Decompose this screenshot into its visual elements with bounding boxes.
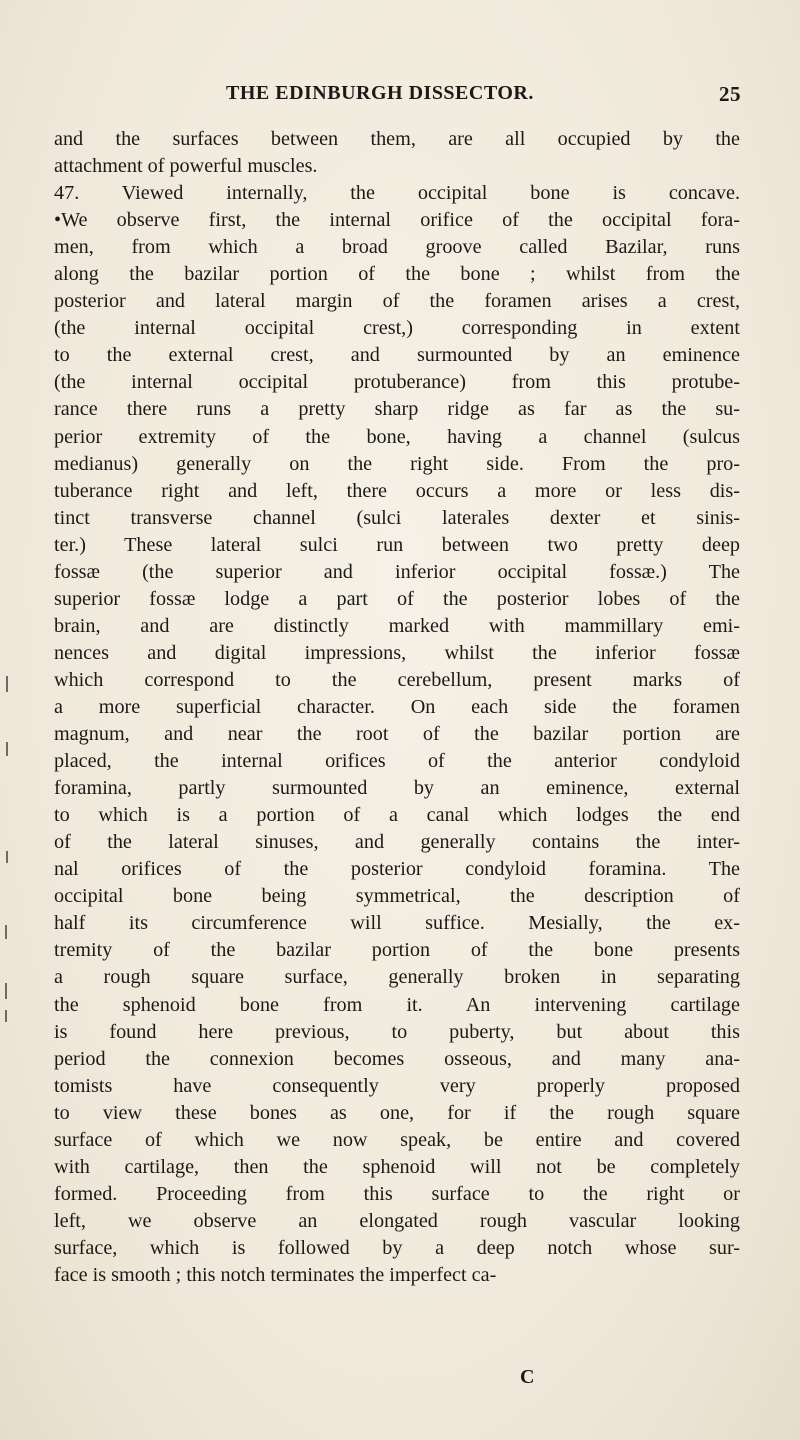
text-line: nences and digital impressions, whilst the inferior fossæ <box>54 641 740 664</box>
text-line: placed, the internal orifices of the anterior condyloid <box>54 750 740 773</box>
text-line: surface of which we now speak, be entire and covered <box>54 1128 740 1151</box>
text-line: tinct transverse channel (sulci laterales dexter et sinis- <box>54 506 740 529</box>
text-line: of the lateral sinuses, and generally contains the inter- <box>54 831 740 854</box>
text-line: foramina, partly surmounted by an eminence, external <box>54 777 740 800</box>
text-line: (the internal occipital protuberance) from this protube- <box>54 371 740 394</box>
text-line: rance there runs a pretty sharp ridge as far as the su- <box>54 398 740 421</box>
text-line: magnum, and near the root of the bazilar portion are <box>54 723 740 746</box>
running-head <box>226 82 741 108</box>
text-line: attachment of powerful muscles. <box>54 155 318 178</box>
text-line: a rough square surface, generally broken in separating <box>54 966 740 989</box>
text-line: and the surfaces between them, are all occupied by the <box>54 128 740 150</box>
text-line: nal orifices of the posterior condyloid foramina. The <box>54 858 740 881</box>
running-title: THE EDINBURGH DISSECTOR. <box>226 82 534 104</box>
text-line: to which is a portion of a canal which lodges the end <box>54 804 740 827</box>
text-line: men, from which a broad groove called Bazilar, runs <box>54 236 740 259</box>
text-line: tuberance right and left, there occurs a more or less dis- <box>54 479 740 502</box>
text-line: face is smooth ; this notch terminates the imperfect ca- <box>54 1263 497 1286</box>
signature-mark: C <box>520 1366 535 1388</box>
text-line: formed. Proceeding from this surface to the right or <box>54 1182 740 1205</box>
text-line: which correspond to the cerebellum, present marks of <box>54 668 740 691</box>
text-line: brain, and are distinctly marked with mammillary emi- <box>54 614 740 637</box>
text-line: along the bazilar portion of the bone ; whilst from the <box>54 263 740 286</box>
text-line: a more superficial character. On each side the foramen <box>54 695 740 718</box>
body-text <box>54 126 740 1289</box>
text-line: surface, which is followed by a deep notch whose sur- <box>54 1236 740 1259</box>
text-line: fossæ (the superior and inferior occipital fossæ.) The <box>54 560 740 583</box>
text-line: ter.) These lateral sulci run between two pretty deep <box>54 533 740 556</box>
text-line: occipital bone being symmetrical, the description of <box>54 885 740 908</box>
text-line: left, we observe an elongated rough vascular looking <box>54 1209 740 1232</box>
text-line: tremity of the bazilar portion of the bone presents <box>54 939 740 962</box>
text-line: half its circumference will suffice. Mesially, the ex- <box>54 912 740 935</box>
text-line: •We observe first, the internal orifice of the occipital fora- <box>54 209 740 232</box>
text-line: medianus) generally on the right side. From the pro- <box>54 452 740 475</box>
text-line: superior fossæ lodge a part of the posterior lobes of the <box>54 587 740 610</box>
text-line: perior extremity of the bone, having a channel (sulcus <box>54 425 740 448</box>
text-line: to view these bones as one, for if the rough square <box>54 1101 740 1124</box>
page-number: 25 <box>719 82 741 106</box>
text-line: (the internal occipital crest,) corresponding in extent <box>54 317 740 340</box>
text-line: is found here previous, to puberty, but about this <box>54 1020 740 1043</box>
text-line: period the connexion becomes osseous, and many ana- <box>54 1047 740 1070</box>
text-line: to the external crest, and surmounted by an eminence <box>54 344 740 367</box>
text-line: 47. Viewed internally, the occipital bone is concave. <box>54 182 740 205</box>
text-line: tomists have consequently very properly proposed <box>54 1074 740 1097</box>
text-line: with cartilage, then the sphenoid will not be completely <box>54 1155 740 1178</box>
text-line: posterior and lateral margin of the foramen arises a crest, <box>54 290 740 313</box>
text-line: the sphenoid bone from it. An intervening cartilage <box>54 993 740 1016</box>
